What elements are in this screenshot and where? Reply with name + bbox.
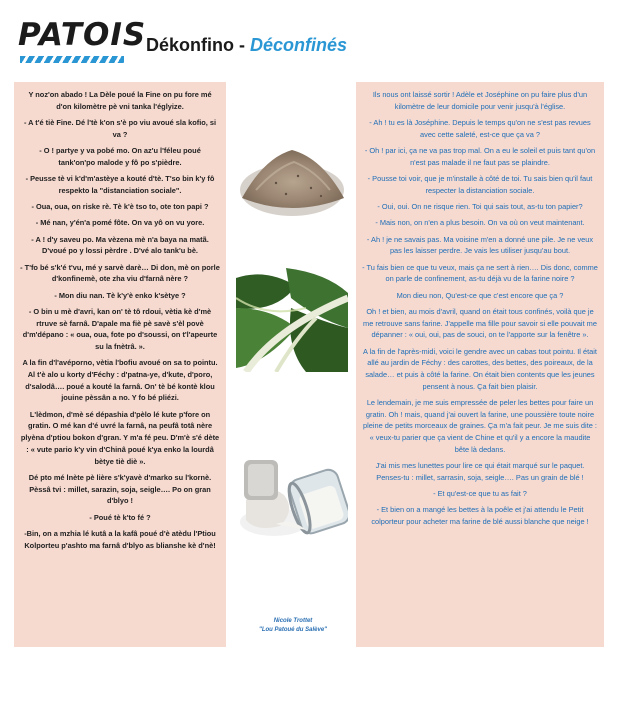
patois-paragraph: - Poué tè k'to fé ?	[89, 512, 151, 522]
flour-jar-image	[236, 440, 348, 550]
patois-logo: PATOIS	[18, 17, 147, 53]
patois-paragraph: -Bin, on a mzhia lé kutâ a la kafâ poué d'è atèdu l'Ptiou Kolporteu p'ashto ma farnâ d'blyo as blianshe kè d'nè!	[24, 528, 216, 550]
french-paragraph: - Et qu'est-ce que tu as fait ?	[433, 489, 527, 499]
header	[18, 18, 608, 70]
french-paragraph: Ils nous ont laissé sortir ! Adèle et Joséphine on pu faire plus d'un kilomètre de leur domicile pour venir jusqu'à l'église.	[372, 90, 588, 111]
patois-paragraph: - Oua, oua, on riske rè. Tè k'è tso to, ote ton papi ?	[31, 202, 209, 211]
french-paragraph: - Mais non, on n'en a plus besoin. On va où on veut maintenant.	[375, 218, 585, 228]
patois-paragraph: - O bin u mè d'avri, kan on' tè tô rdoui, vètia kè d'mè rtruve sè farnâ. D'apale ma fiè pè savè s'èl povè d'm'dépano : « oua, oua, fote po d'soussi, on t'l'apeurte su la fnètrâ. ».	[22, 306, 218, 351]
credit-author: Nicole Trottet	[273, 618, 313, 624]
patois-paragraph: - O ! partye y va pobé mo. On az'u l'féleu poué tank'on'po malode y fô po s'pièdre.	[39, 146, 201, 167]
french-paragraph: - Tu fais bien ce que tu veux, mais ça ne sert à rien…. Dis donc, comme on parle de confinement, as-tu déjà vu de la farine noire ?	[362, 262, 598, 284]
patois-paragraph: L'lèdmon, d'mè sé dépashia d'pèlo lé kute p'fore on gratin. O mé kan d'é uvré la farnâ, na peufâ totâ nère plyèna d'ptiou bokon d'gran. Y m'a fé peu. D'm'è s'é dète : « vute pario k'y vin d'Chinâ poué k'ya enko la lourdâ bètye tiè diè ».	[20, 409, 220, 466]
patois-paragraph: - A ! d'y saveu po. Ma vèzena mè n'a baya na matã. D'voué po y lossi pèrdre . D'vé alo tank'u bè.	[31, 234, 209, 256]
french-paragraph: - Ah ! je ne savais pas. Ma voisine m'en a donné une pile. Je ne veux pas les laisser perdre. Je vais les utiliser jusqu'au bout.	[366, 234, 594, 256]
patois-paragraph: A la fin d'l'avéporno, vètia l'bofiu avoué on sa to pointu. Al t'è alo u korty d'Féchy : d'patna-ye, d'kute, d'poro, d'salodâ…. poué a kouté la farnâ. On' tè bé kontè klou jouine pèssân a no. Y fo bé pliézi.	[22, 358, 218, 403]
french-paragraph: Le lendemain, je me suis empressée de peler les bettes pour faire un gratin. Oh ! mais, quand j'ai ouvert la farine, une poussière toute noire pleine de petits morceaux de graines. Ça m'a fait peur. Je me suis dite : « veux-tu parier que ça vient de Chine et qu'il y a encore la maudite bête là dedans.	[363, 398, 597, 454]
title-patois: Dékonfino -	[146, 35, 250, 55]
article-title	[146, 34, 347, 56]
credit	[238, 617, 348, 635]
logo-stripes	[20, 56, 124, 63]
french-paragraph: Mon dieu non, Qu'est-ce que c'est encore que ça ?	[396, 290, 564, 300]
patois-paragraph: - Peusse tè vi k'd'm'astèye a kouté d'tè. T'so bin k'y fô respekto la "distanciation sociale".	[25, 174, 215, 195]
patois-text-column	[14, 82, 226, 647]
buckwheat-flour-image	[236, 128, 348, 228]
credit-source: "Lou Patoué du Salève"	[258, 627, 328, 633]
french-paragraph: - Ah ! tu es là Joséphine. Depuis le temps qu'on ne s'est pas revues avec cette saleté, est-ce que ça va ?	[369, 118, 591, 139]
french-paragraph: - Et bien on a mangé les bettes à la poêle et j'ai attendu le Petit colporteur pour acheter ma farine de blé aussi blanche que neige !	[371, 505, 589, 527]
french-paragraph: - Oh ! par ici, ça ne va pas trop mal. On a eu le soleil et puis tant qu'on n'est pas malade il ne faut pas se plaindre.	[364, 146, 596, 167]
patois-paragraph: - A t'é tiè Fine. Dé l'tè k'on s'è po viu avoué sla kofio, si va ?	[23, 118, 217, 139]
patois-paragraph: - Mé nan, y'én'a pomé fôte. On va yô on vu yore.	[35, 218, 205, 228]
patois-paragraph: Dé pto mé lnète pè lière s'k'yavè d'marko su l'kornè. Pèssâ tvi : millet, sarazin, soja, seigle…. Po on gran d'blyo !	[28, 472, 212, 506]
chard-leaves-image	[236, 268, 348, 372]
french-text-column	[356, 82, 604, 647]
patois-paragraph: - T'fo bé s'k'é t'vu, mé y sarvè darè… Di don, mè on porle d'konfinemè, ote zha viu d'farnâ nère ?	[20, 262, 220, 284]
french-paragraph: J'ai mis mes lunettes pour lire ce qui était marqué sur le paquet. Penses-tu : millet, sarrasin, soja, seigle…. Pas un grain de blé !	[375, 461, 585, 482]
patois-paragraph: - Mon diu nan. Tè k'y'è enko k'sètye ?	[54, 290, 186, 300]
french-paragraph: - Pousse toi voir, que je m'installe à côté de toi. Tu sais bien qu'il faut respecter la distanciation sociale.	[367, 174, 593, 195]
french-paragraph: A la fin de l'après-midi, voici le gendre avec un cabas tout pointu. Il était allé au jardin de Féchy : des carottes, des bettes, des poireaux, de la salade… et puis à côté la farine. On était bien contents que les jeunes pensent à nous. Ça fait bien plaisir.	[363, 346, 597, 391]
french-paragraph: - Oui, oui. On ne risque rien. Toi qui sais tout, as-tu ton papier?	[377, 202, 583, 211]
title-french: Déconfinés	[250, 35, 348, 55]
french-paragraph: Oh ! et bien, au mois d'avril, quand on était tous confinés, voilà que je me retrouve sans farine. J'appelle ma fille pour savoir si elle pouvait me dépanner : « oui, oui, pas de souci, on te l'apporte sur la fenêtre ».	[363, 306, 597, 340]
patois-paragraph: Y noz'on abado ! La Dèle poué la Fine on pu fore mé d'on kilomètre pè vni tanka l'églyize.	[28, 90, 212, 111]
